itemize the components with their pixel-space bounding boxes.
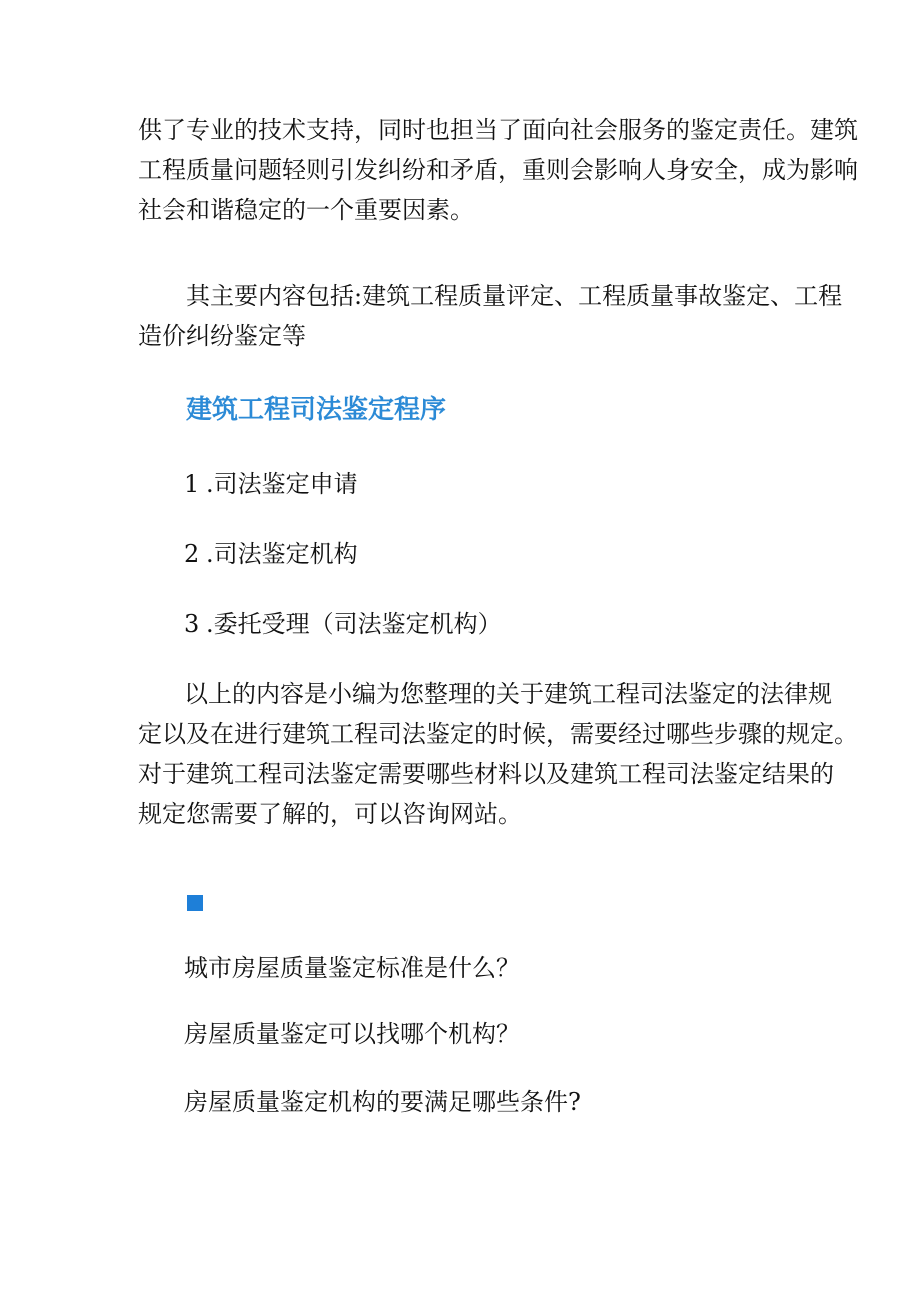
related-question-link[interactable]: 房屋质量鉴定机构的要满足哪些条件? bbox=[184, 1088, 581, 1116]
paragraph-line: 对于建筑工程司法鉴定需要哪些材料以及建筑工程司法鉴定结果的 bbox=[138, 760, 834, 788]
related-question-link[interactable]: 城市房屋质量鉴定标准是什么？ bbox=[184, 954, 520, 982]
procedure-item-number: 3 bbox=[184, 610, 200, 638]
paragraph-line: 社会和谐稳定的一个重要因素。 bbox=[138, 196, 474, 224]
procedure-item-text: .委托受理（司法鉴定机构） bbox=[206, 610, 502, 638]
procedure-item-number: 1 bbox=[184, 470, 200, 498]
paragraph-summary bbox=[138, 674, 858, 834]
procedure-item bbox=[184, 534, 358, 574]
procedure-item bbox=[184, 464, 358, 504]
paragraph-line: 以上的内容是小编为您整理的关于建筑工程司法鉴定的法律规 bbox=[184, 680, 832, 708]
procedure-item-text: .司法鉴定申请 bbox=[206, 470, 358, 498]
section-heading: 建筑工程司法鉴定程序 bbox=[186, 395, 447, 425]
procedure-item-number: 2 bbox=[184, 540, 200, 568]
paragraph-line: 其主要内容包括:建筑工程质量评定、工程质量事故鉴定、工程 bbox=[186, 282, 843, 310]
paragraph-main-content bbox=[138, 276, 843, 356]
paragraph-line: 定以及在进行建筑工程司法鉴定的时候，需要经过哪些步骤的规定。 bbox=[138, 720, 858, 748]
paragraph-line: 工程质量问题轻则引发纠纷和矛盾，重则会影响人身安全，成为影响 bbox=[138, 156, 858, 184]
paragraph-expertise-responsibility bbox=[138, 110, 858, 230]
paragraph-line: 供了专业的技术支持，同时也担当了面向社会服务的鉴定责任。建筑 bbox=[138, 116, 858, 144]
procedure-item bbox=[184, 604, 502, 644]
procedure-item-text: .司法鉴定机构 bbox=[206, 540, 358, 568]
paragraph-line: 规定您需要了解的，可以咨询网站。 bbox=[138, 800, 522, 828]
related-question-link[interactable]: 房屋质量鉴定可以找哪个机构？ bbox=[184, 1020, 520, 1048]
paragraph-line: 造价纠纷鉴定等 bbox=[138, 322, 306, 350]
square-bullet-icon bbox=[187, 895, 203, 911]
